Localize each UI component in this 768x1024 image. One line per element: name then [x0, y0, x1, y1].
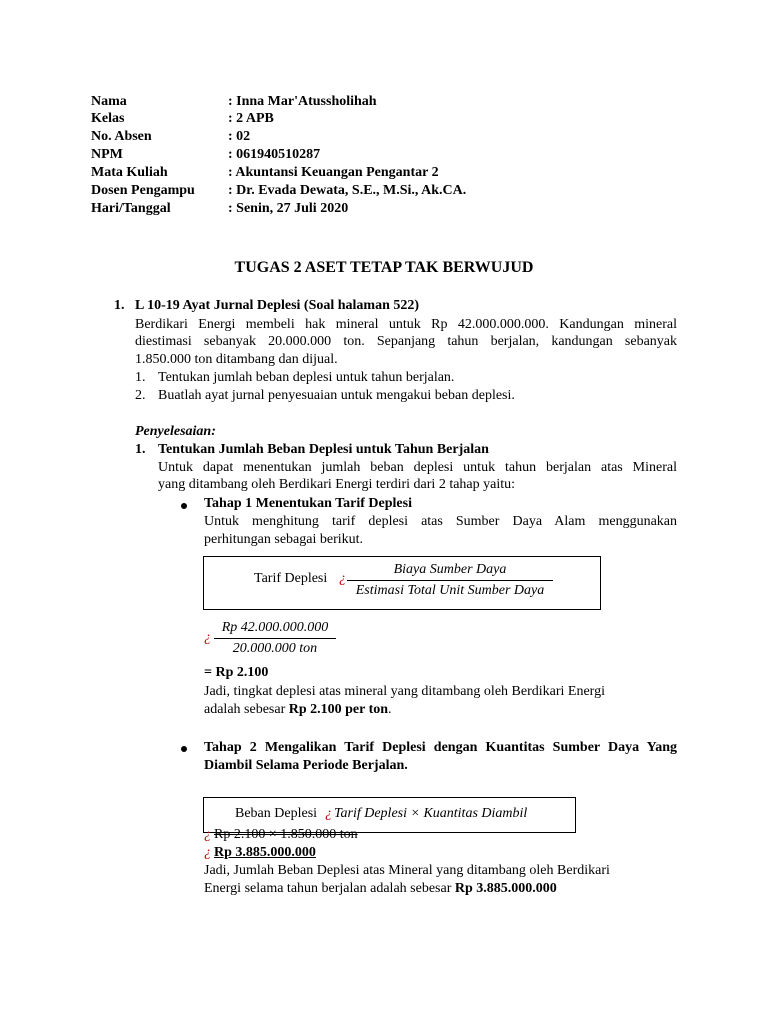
solution-label: Penyelesaian:	[135, 424, 216, 439]
step2-bullet	[181, 746, 187, 752]
conclusion-period: .	[388, 702, 392, 717]
subquestion-1: Tentukan jumlah beban deplesi untuk tahun berjalan.	[158, 370, 455, 385]
step1-text-line2: perhitungan sebagai berikut.	[204, 532, 364, 547]
step1-bullet	[181, 503, 187, 509]
step1-result: = Rp 2.100	[204, 665, 269, 680]
question-text-line2: diestimasi sebanyak 20.000.000 ton. Sepanjang tahun berjalan, kandungan sebanyak	[135, 334, 677, 349]
calc-numerator: Rp 42.000.000.000	[221, 620, 329, 635]
formula-box-tarif	[203, 556, 601, 610]
solution-part-heading: Tentukan Jumlah Beban Deplesi untuk Tahun Berjalan	[158, 442, 489, 457]
step2-heading-line2: Diambil Selama Periode Berjalan.	[204, 758, 408, 773]
formula-fraction-tarif	[347, 562, 553, 599]
identity-label-dosen: Dosen Pengampu	[91, 183, 195, 198]
calc-glyph-2: ¿	[204, 827, 211, 842]
solution-intro-line2: yang ditambang oleh Berdikari Energi terdiri dari 2 tahap yaitu:	[158, 477, 516, 492]
step2-result: Rp 3.885.000.000	[214, 845, 316, 860]
calc-line-struck: Rp 2.100 × 1.850.000 ton	[214, 827, 358, 842]
question-heading: L 10-19 Ayat Jurnal Deplesi (Soal halaman 522)	[135, 298, 420, 313]
identity-value-npm: : 061940510287	[228, 147, 321, 162]
solution-part-number: 1.	[135, 442, 146, 457]
step1-conclusion-line1: Jadi, tingkat deplesi atas mineral yang ditambang oleh Berdikari Energi	[204, 684, 605, 699]
step1-conclusion-line2	[204, 702, 392, 718]
identity-label-kelas: Kelas	[91, 111, 125, 126]
formula-label-tarif: Tarif Deplesi	[254, 571, 328, 586]
subquestion-2: Buatlah ayat jurnal penyesuaian untuk mengakui beban deplesi.	[158, 388, 515, 403]
conclusion-text: adalah sebesar	[204, 702, 289, 717]
identity-label-npm: NPM	[91, 147, 123, 162]
page-title: TUGAS 2 ASET TETAP TAK BERWUJUD	[234, 259, 534, 276]
step1-heading: Tahap 1 Menentukan Tarif Deplesi	[204, 496, 412, 511]
step1-text-line1: Untuk menghitung tarif deplesi atas Sumber Daya Alam menggunakan	[204, 514, 677, 529]
identity-value-kelas: : 2 APB	[228, 111, 274, 126]
subquestion-2-number: 2.	[135, 388, 146, 403]
formula-glyph-1: ¿	[339, 571, 346, 586]
calc-glyph-1: ¿	[204, 630, 211, 645]
formula-label-beban: Beban Deplesi	[235, 806, 318, 821]
identity-value-absen: : 02	[228, 129, 251, 144]
identity-value-matkul: : Akuntansi Keuangan Pengantar 2	[228, 165, 439, 180]
step2-heading-line1: Tahap 2 Mengalikan Tarif Deplesi dengan Kuantitas Sumber Daya Yang	[204, 740, 677, 755]
formula-numerator: Biaya Sumber Daya	[393, 562, 507, 577]
identity-value-nama: : Inna Mar'Atussholihah	[228, 94, 377, 109]
formula-expression: Tarif Deplesi × Kuantitas Diambil	[334, 806, 528, 821]
conclusion2-text: Energi selama tahun berjalan adalah sebesar	[204, 881, 455, 896]
identity-label-matkul: Mata Kuliah	[91, 165, 168, 180]
identity-label-absen: No. Absen	[91, 129, 152, 144]
question-number: 1.	[114, 298, 125, 313]
formula-glyph-2: ¿	[325, 806, 332, 821]
question-text-line1: Berdikari Energi membeli hak mineral untuk Rp 42.000.000.000. Kandungan mineral	[135, 317, 677, 332]
identity-value-dosen: : Dr. Evada Dewata, S.E., M.Si., Ak.CA.	[228, 183, 467, 198]
calc-denominator: 20.000.000 ton	[232, 641, 318, 656]
conclusion-value: Rp 2.100 per ton	[288, 702, 389, 717]
identity-value-tanggal: : Senin, 27 Juli 2020	[228, 201, 349, 216]
fraction-bar	[347, 580, 553, 581]
step2-conclusion-line1: Jadi, Jumlah Beban Deplesi atas Mineral yang ditambang oleh Berdikari	[204, 863, 610, 878]
calc-glyph-3: ¿	[204, 845, 211, 860]
step2-conclusion-line2	[204, 881, 557, 897]
identity-label-nama: Nama	[91, 94, 127, 109]
conclusion2-value: Rp 3.885.000.000	[454, 881, 557, 896]
question-text-line3: 1.850.000 ton ditambang dan dijual.	[135, 352, 338, 367]
subquestion-1-number: 1.	[135, 370, 146, 385]
calc-fraction-bar	[214, 638, 336, 639]
identity-label-tanggal: Hari/Tanggal	[91, 201, 171, 216]
calc-fraction	[214, 620, 336, 657]
formula-denominator: Estimasi Total Unit Sumber Daya	[355, 583, 545, 598]
solution-intro-line1: Untuk dapat menentukan jumlah beban deplesi untuk tahun berjalan atas Mineral	[158, 460, 677, 475]
